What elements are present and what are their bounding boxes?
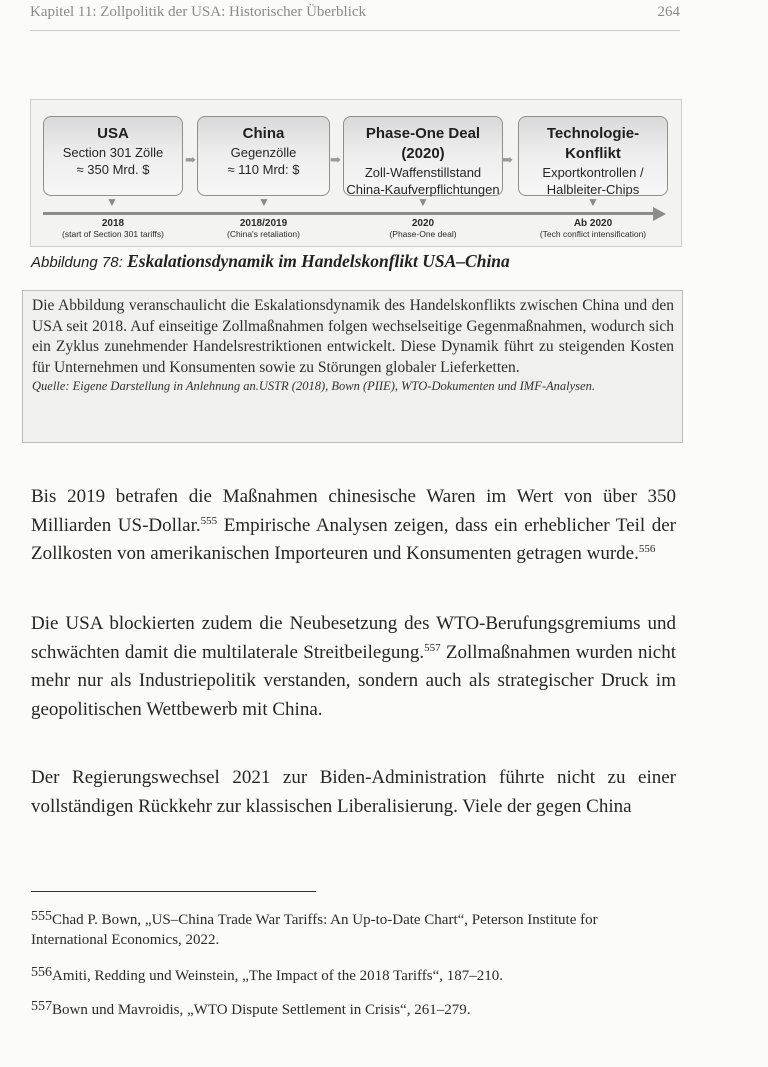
box-line: Gegenzölle: [230, 145, 297, 160]
figure-box-usa: [43, 116, 183, 196]
tick-year: 2020: [411, 218, 435, 229]
chapter-title: Kapitel 11: Zollpolitik der USA: Historischer Überblick: [30, 4, 367, 20]
tick-year: 2018/2019: [239, 218, 288, 229]
timeline-axis: [43, 212, 659, 215]
footnote-text: Bown und Mavroidis, „WTO Dispute Settlement in Crisis“, 261–279.: [52, 1002, 471, 1018]
arrow-right-icon: ➡: [185, 152, 196, 167]
figure-box-tech-conflict: [518, 116, 668, 196]
footnote-divider: [31, 891, 316, 892]
timeline-tick: [518, 218, 668, 240]
timeline-tick: [343, 218, 503, 240]
caption-title: Eskalationsdynamik im Handelskonflikt USA–China: [127, 251, 510, 271]
tick-sub: (start of Section 301 tariffs): [62, 229, 164, 239]
header-divider: [30, 30, 680, 31]
arrow-down-icon: ▼: [106, 195, 118, 209]
figure-caption: [31, 251, 510, 272]
box-line: Halbleiter-Chips: [546, 182, 640, 197]
figure-box-china: [197, 116, 330, 196]
body-paragraph: [31, 483, 676, 569]
footnote-text: Amiti, Redding und Weinstein, „The Impact of the 2018 Tariffs“, 187–210.: [52, 968, 503, 984]
box-line: China-Kaufverpflichtungen: [346, 182, 500, 197]
page-number: 264: [657, 4, 680, 20]
box-line: ≈ 350 Mrd. $: [76, 162, 150, 177]
box-line: Exportkontrollen /: [542, 165, 644, 180]
tick-year: 2018: [101, 218, 125, 229]
footnote: [31, 963, 676, 986]
footnote-ref[interactable]: 555: [200, 514, 218, 527]
tick-sub: (Phase-One deal): [389, 229, 457, 239]
tick-sub: (China's retaliation): [227, 229, 300, 239]
box-line: Zoll-Waffenstillstand: [364, 165, 482, 180]
footnote-text: Chad P. Bown, „US–China Trade War Tariffs: An Up-to-Date Chart“, Peterson Institute for International Economics, 2022.: [31, 912, 598, 948]
box-line: ≈ 110 Mrd: $: [227, 162, 300, 177]
source-note: Quelle: Eigene Darstellung in Anlehnung an.USTR (2018), Bown (PIIE), WTO-Dokumenten und IMF-Analysen.: [32, 379, 595, 393]
arrow-right-icon: ➡: [502, 152, 513, 167]
box-title: China: [242, 125, 285, 142]
box-title: Technologie-Konflikt: [546, 125, 640, 162]
footnote-ref[interactable]: 557: [424, 641, 441, 654]
caption-label: Abbildung 78:: [31, 254, 123, 271]
figure-box-phase-one: [343, 116, 503, 196]
footnote-number: 556: [31, 965, 52, 980]
arrow-down-icon: ▼: [258, 195, 270, 209]
escalation-figure: [30, 99, 682, 247]
box-line: Section 301 Zölle: [62, 145, 164, 160]
running-header: [30, 4, 680, 21]
paragraph-text: Die USA blockierten zudem die Neubesetzung des WTO-Berufungsgremiums und schwächten damit die multilaterale Streitbeilegung.: [31, 613, 676, 663]
arrow-down-icon: ▼: [587, 195, 599, 209]
tick-sub: (Tech conflict intensification): [539, 229, 647, 239]
description-text: Die Abbildung veranschaulicht die Eskalationsdynamik des Handelskonflikts zwischen China und den USA seit 2018. Auf einseitige Zollmaßnahmen folgen wechselseitige Gegenmaßnahmen, wodurch sich ein Zyklus zunehmender Handelsrestriktionen entwickelt. Diese Dynamik führt zu steigenden Kosten für Unternehmen und Konsumenten sowie zu Störungen globaler Lieferketten.: [32, 297, 674, 376]
footnote-ref[interactable]: 556: [638, 543, 656, 555]
box-title: USA: [97, 125, 129, 142]
footnote: [31, 997, 676, 1020]
paragraph-text: Bis 2019 betrafen die Maßnahmen chinesische Waren im Wert von über 350 Milliarden US-Dollar.: [31, 486, 676, 536]
timeline-tick: [197, 218, 330, 240]
figure-description-box: [22, 290, 683, 443]
paragraph-text: Empirische Analysen zeigen, dass ein erheblicher Teil der Zollkosten von amerikanischen Importeuren und Konsumenten getragen wurde.: [31, 514, 676, 564]
footnote: [31, 907, 676, 950]
body-paragraph: Der Regierungswechsel 2021 zur Biden-Administration führte nicht zu einer vollständigen Rückkehr zur klassischen Liberalisierung. Viele der gegen China: [31, 767, 676, 817]
paragraph-text: Zollmaßnahmen wurden nicht mehr nur als Industriepolitik verstanden, sondern auch als strategischer Druck im geopolitischen Wettbewerb mit China.: [31, 641, 676, 720]
footnote-number: 555: [31, 909, 52, 924]
body-paragraph: [31, 610, 676, 724]
arrow-down-icon: ▼: [417, 195, 429, 209]
tick-year: Ab 2020: [573, 218, 613, 229]
box-title: Phase-One Deal (2020): [365, 125, 481, 162]
timeline-tick: [43, 218, 183, 240]
arrow-right-icon: ➡: [330, 152, 341, 167]
footnote-number: 557: [31, 999, 52, 1014]
